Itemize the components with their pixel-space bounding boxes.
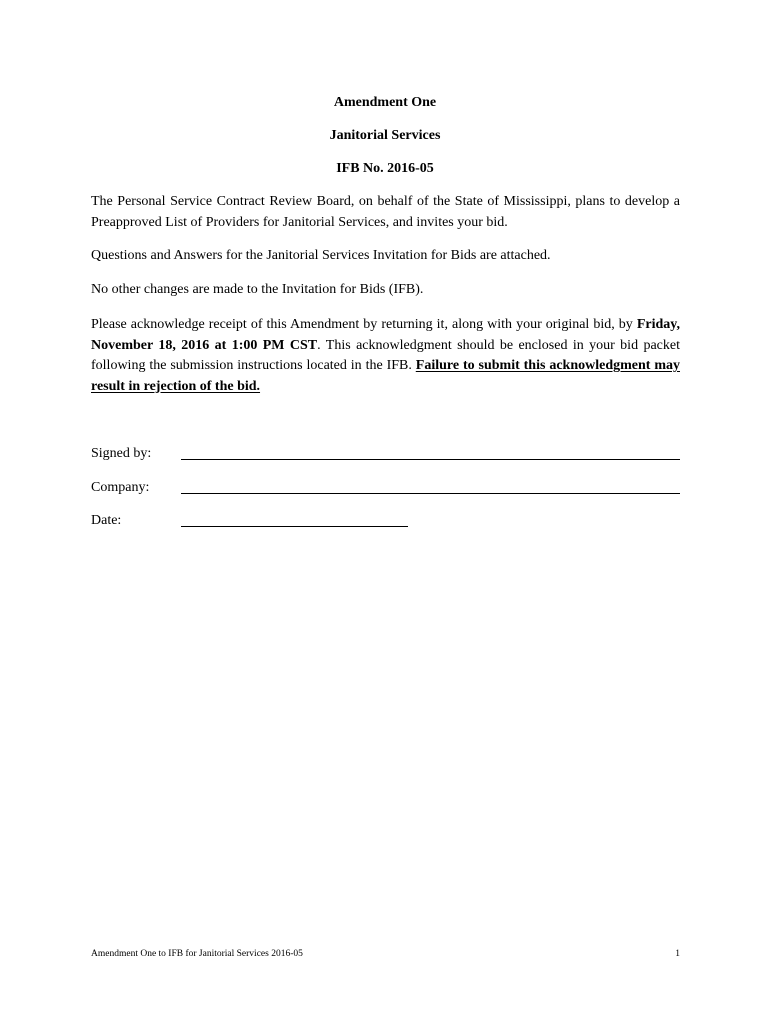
- footer-document-name: Amendment One to IFB for Janitorial Services 2016-05: [91, 949, 303, 959]
- acknowledgment-text-start: Please acknowledge receipt of this Amendment by returning it, along with your original bid, by: [91, 317, 637, 332]
- date-line[interactable]: [181, 526, 408, 527]
- signed-by-row: [91, 446, 680, 462]
- company-label: Company:: [91, 480, 150, 495]
- signed-by-line[interactable]: [181, 459, 680, 460]
- rejection-warning: Failure to submit this acknowledgment may result in rejection of the bid.: [91, 358, 680, 394]
- footer-page-number: 1: [675, 949, 680, 959]
- ifb-number: IFB No. 2016-05: [336, 161, 434, 176]
- date-row: [91, 513, 680, 529]
- document-subtitle: Janitorial Services: [329, 128, 441, 143]
- no-changes-paragraph: No other changes are made to the Invitation for Bids (IFB).: [91, 282, 424, 297]
- company-row: [91, 480, 680, 496]
- qa-paragraph: Questions and Answers for the Janitorial Services Invitation for Bids are attached.: [91, 248, 551, 263]
- signed-by-label: Signed by:: [91, 446, 152, 461]
- acknowledgment-paragraph: [91, 315, 680, 397]
- document-title: Amendment One: [333, 95, 437, 110]
- deadline-text: Friday, November 18, 2016 at 1:00 PM CST: [91, 317, 680, 353]
- date-label: Date:: [91, 513, 122, 528]
- intro-paragraph: The Personal Service Contract Review Board, on behalf of the State of Mississippi, plans to develop a Preapproved List of Providers for Janitorial Services, and invites your bid.: [91, 194, 680, 230]
- company-line[interactable]: [181, 493, 680, 494]
- acknowledgment-text-middle: . This acknowledgment should be enclosed in your bid packet following the submission instructions located in the IFB.: [91, 337, 680, 373]
